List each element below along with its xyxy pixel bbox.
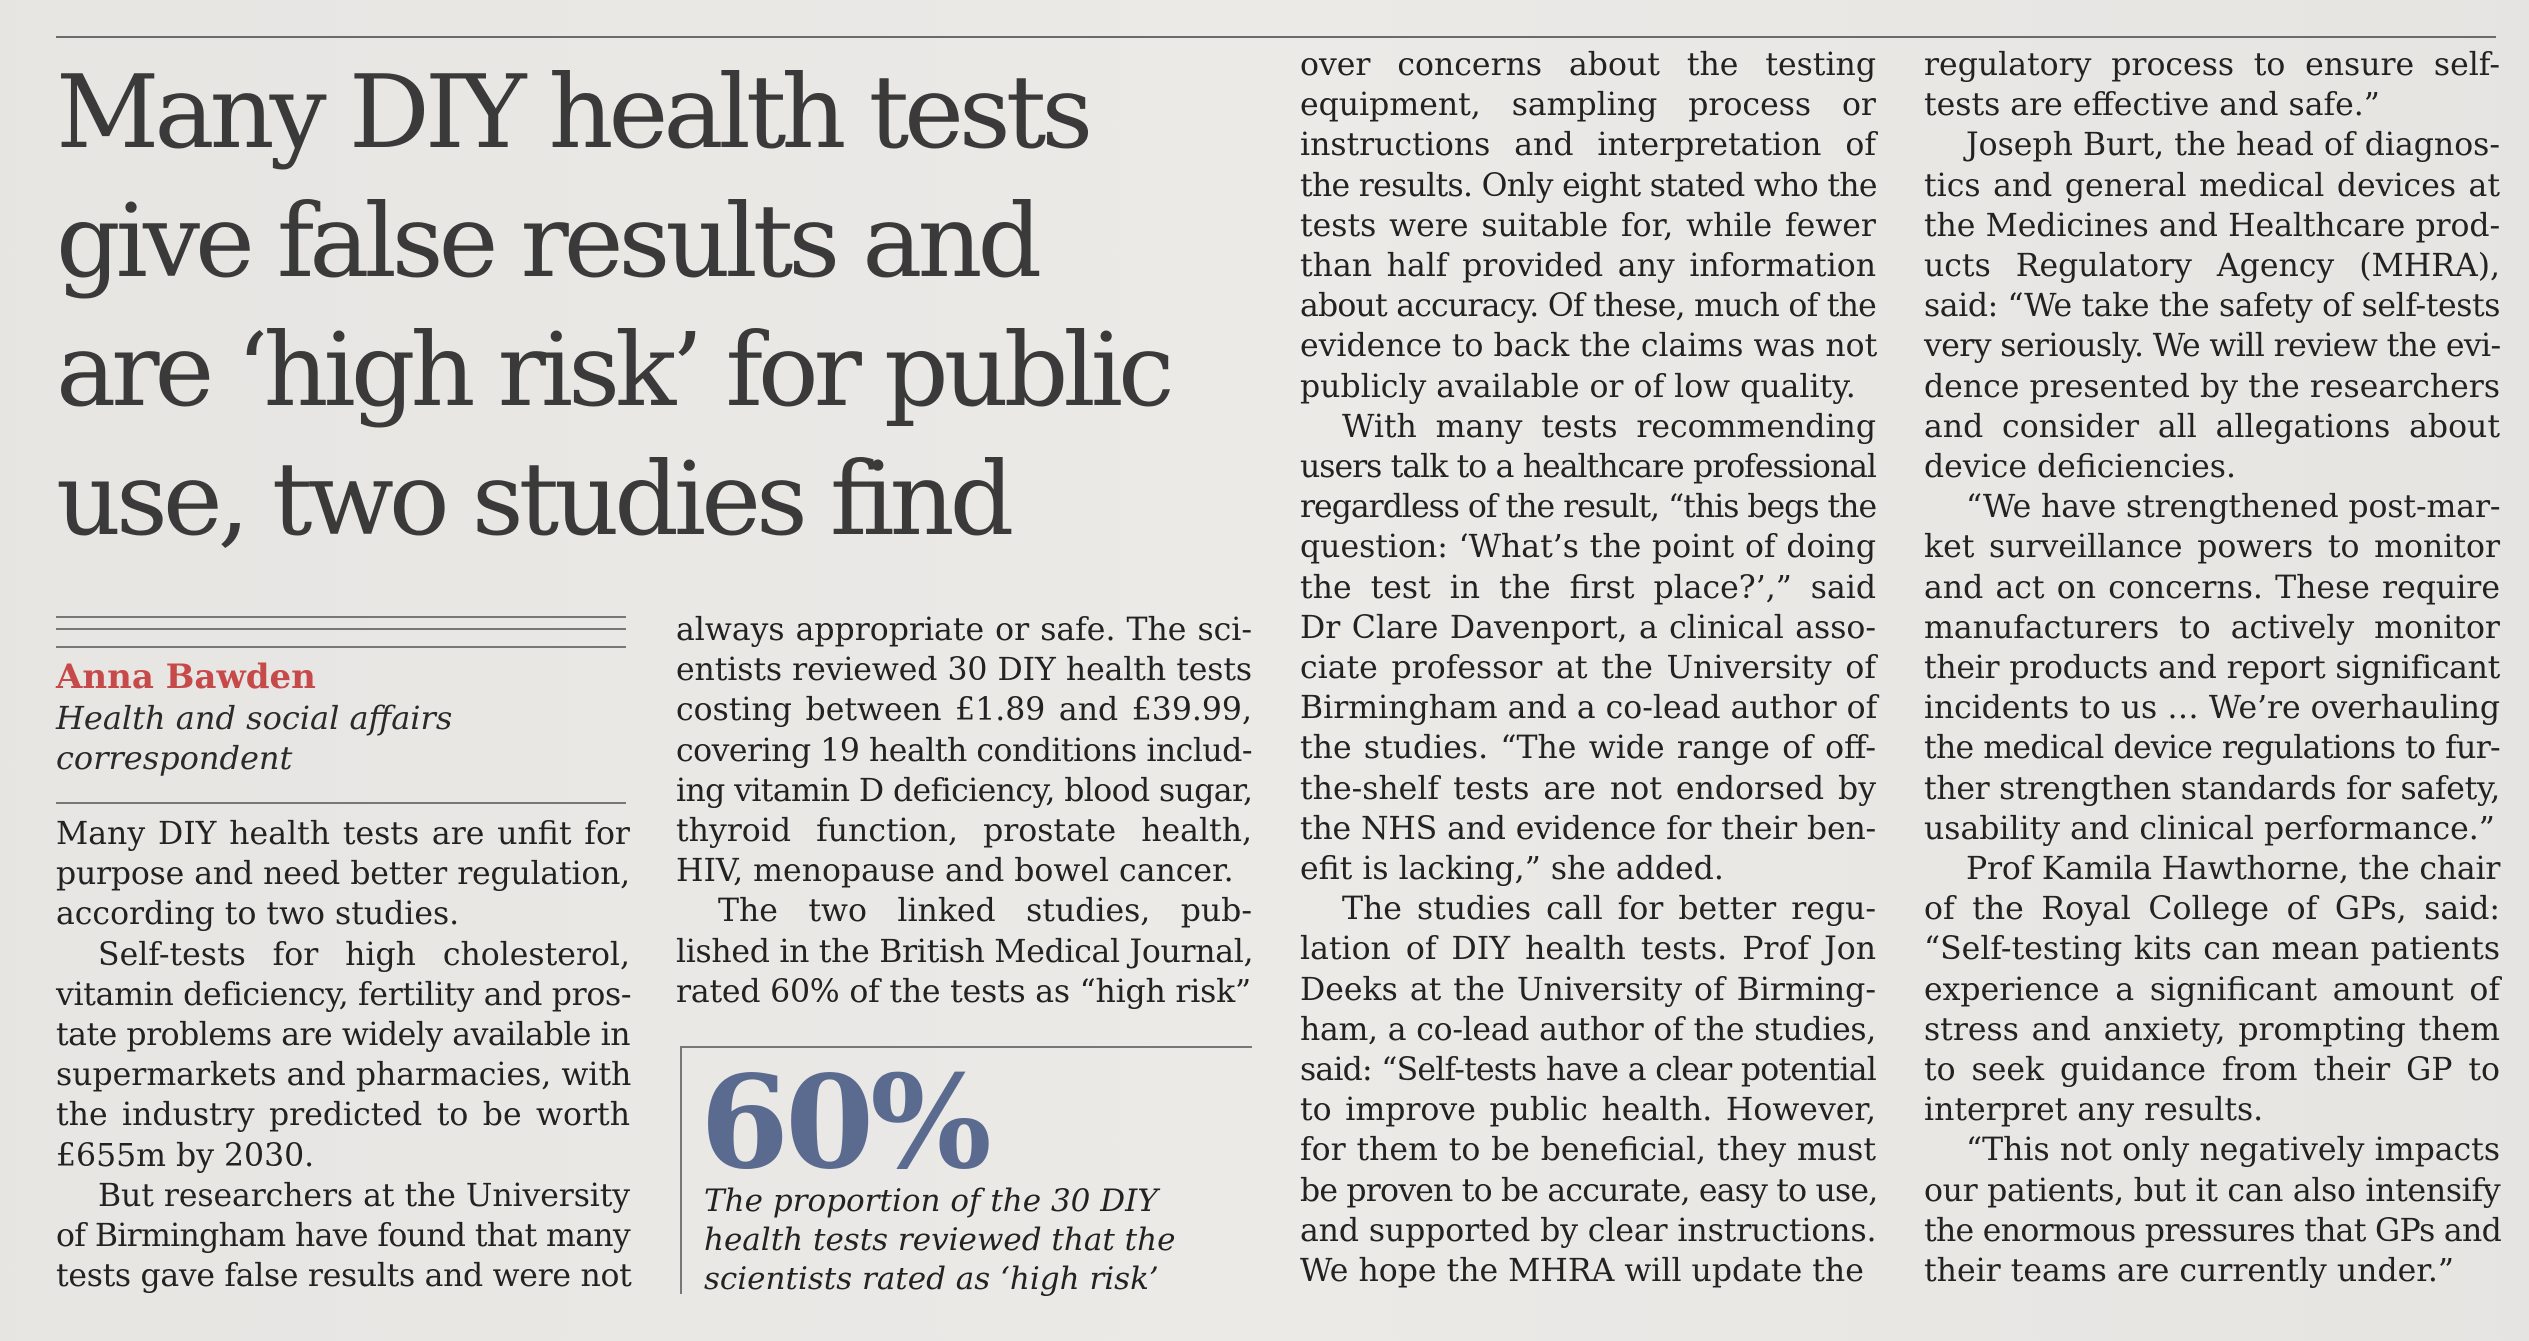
text-line: device deficiencies. bbox=[1924, 449, 2236, 486]
text-line: the medical device regulations to fur- bbox=[1924, 730, 2500, 767]
article-column-4 bbox=[1924, 45, 2500, 1291]
pull-quote-caption bbox=[704, 1182, 1244, 1299]
text-line: The studies call for better regu- bbox=[1342, 891, 1876, 928]
text-line: costing between £1.89 and £39.99, bbox=[676, 692, 1252, 729]
text-line: Deeks at the University of Birming- bbox=[1300, 971, 1876, 1008]
text-line: their teams are currently under.” bbox=[1924, 1253, 2454, 1290]
text-line: the NHS and evidence for their ben- bbox=[1300, 810, 1876, 847]
text-line: Dr Clare Davenport, a clinical asso- bbox=[1300, 609, 1876, 646]
author-role bbox=[56, 698, 536, 778]
paragraph bbox=[1924, 45, 2500, 125]
text-line: We hope the MHRA will update the bbox=[1300, 1253, 1864, 1290]
text-line: rated 60% of the tests as “high risk” bbox=[676, 973, 1251, 1010]
pull-quote-caption-line: health tests reviewed that the bbox=[704, 1222, 1176, 1258]
text-line: purpose and need better regulation, bbox=[56, 856, 630, 893]
author-role-line: Health and social affairs bbox=[56, 699, 453, 737]
pull-quote-caption-line: The proportion of the 30 DIY bbox=[704, 1183, 1158, 1219]
text-line: regulatory process to ensure self- bbox=[1924, 47, 2500, 83]
text-line: vitamin deficiency, fertility and pros- bbox=[56, 976, 632, 1013]
text-line: covering 19 health conditions includ- bbox=[676, 732, 1252, 769]
text-line: and act on concerns. These require bbox=[1924, 569, 2500, 606]
text-line: Self-tests for high cholesterol, bbox=[98, 936, 630, 973]
text-line: tests gave false results and were not bbox=[56, 1258, 632, 1295]
text-line: question: ‘What’s the point of doing bbox=[1300, 529, 1876, 566]
text-line: regardless of the result, “this begs the bbox=[1300, 489, 1877, 526]
article-column-3 bbox=[1300, 45, 1876, 1291]
text-line: interpret any results. bbox=[1924, 1092, 2264, 1129]
paragraph bbox=[56, 814, 630, 935]
text-line: tests are effective and safe.” bbox=[1924, 87, 2380, 124]
text-line: the Medicines and Healthcare prod- bbox=[1924, 207, 2500, 244]
text-line: of the Royal College of GPs, said: bbox=[1924, 891, 2500, 928]
pull-quote-bar bbox=[680, 1048, 682, 1294]
text-line: £655m by 2030. bbox=[56, 1137, 315, 1174]
paragraph bbox=[676, 891, 1252, 1012]
paragraph bbox=[1924, 125, 2500, 487]
text-line: The two linked studies, pub- bbox=[718, 893, 1252, 930]
text-line: stress and anxiety, prompting them bbox=[1924, 1011, 2500, 1048]
text-line: With many tests recommending bbox=[1342, 408, 1876, 445]
text-line: the-shelf tests are not endorsed by bbox=[1300, 770, 1876, 807]
text-line: “This not only negatively impacts bbox=[1966, 1132, 2500, 1169]
text-line: according to two studies. bbox=[56, 896, 460, 933]
text-line: the enormous pressures that GPs and bbox=[1924, 1212, 2502, 1249]
text-line: for them to be beneficial, they must bbox=[1300, 1132, 1876, 1169]
text-line: ther strengthen standards for safety, bbox=[1924, 770, 2500, 807]
text-line: Prof Kamila Hawthorne, the chair bbox=[1966, 851, 2501, 888]
text-line: Many DIY health tests are unfit for bbox=[56, 816, 630, 852]
pull-quote bbox=[680, 1046, 1252, 1297]
headline bbox=[56, 48, 1286, 564]
text-line: always appropriate or safe. The sci- bbox=[676, 612, 1252, 648]
byline-divider bbox=[56, 616, 626, 648]
text-line: to seek guidance from their GP to bbox=[1924, 1052, 2500, 1089]
text-line: thyroid function, prostate health, bbox=[676, 813, 1252, 850]
text-line: manufacturers to actively monitor bbox=[1924, 609, 2500, 646]
text-line: Birmingham and a co-lead author of bbox=[1300, 690, 1878, 727]
text-line: supermarkets and pharmacies, with bbox=[56, 1057, 632, 1094]
article-column-2 bbox=[676, 610, 1252, 1012]
text-line: very seriously. We will review the evi- bbox=[1924, 328, 2501, 365]
text-line: about accuracy. Of these, much of the bbox=[1300, 288, 1876, 325]
text-line: said: “We take the safety of self-tests bbox=[1924, 288, 2500, 325]
byline bbox=[56, 656, 636, 778]
text-line: instructions and interpretation of bbox=[1300, 127, 1876, 164]
text-line: tics and general medical devices at bbox=[1924, 167, 2500, 204]
paragraph bbox=[1300, 407, 1876, 889]
text-line: “We have strengthened post-mar- bbox=[1966, 489, 2501, 526]
text-line: said: “Self-tests have a clear potential bbox=[1300, 1052, 1876, 1089]
pull-quote-caption-line: scientists rated as ‘high risk’ bbox=[704, 1261, 1159, 1297]
text-line: the results. Only eight stated who the bbox=[1300, 167, 1877, 204]
text-line: experience a significant amount of bbox=[1924, 971, 2500, 1008]
paragraph bbox=[56, 935, 630, 1176]
headline-line: use, two studies find bbox=[56, 440, 1010, 558]
text-line: tate problems are widely available in bbox=[56, 1017, 630, 1054]
text-line: entists reviewed 30 DIY health tests bbox=[676, 652, 1252, 689]
text-line: users talk to a healthcare professional bbox=[1300, 449, 1876, 486]
text-line: of Birmingham have found that many bbox=[56, 1218, 630, 1255]
text-line: and consider all allegations about bbox=[1924, 408, 2500, 445]
text-line: over concerns about the testing bbox=[1300, 47, 1876, 83]
headline-line: give false results and bbox=[56, 182, 1038, 300]
text-line: ucts Regulatory Agency (MHRA), bbox=[1924, 248, 2500, 285]
paragraph bbox=[56, 1176, 630, 1297]
author-role-line: correspondent bbox=[56, 739, 293, 777]
paragraph bbox=[1924, 849, 2500, 1130]
text-line: the studies. “The wide range of off- bbox=[1300, 730, 1876, 767]
text-line: dence presented by the researchers bbox=[1924, 368, 2500, 405]
text-line: the test in the first place?’,” said bbox=[1300, 569, 1876, 606]
text-line: lished in the British Medical Journal, bbox=[676, 933, 1254, 970]
paragraph bbox=[676, 610, 1252, 891]
headline-line: are ‘high risk’ for public bbox=[56, 311, 1170, 429]
text-line: lation of DIY health tests. Prof Jon bbox=[1300, 931, 1876, 968]
text-line: publicly available or of low quality. bbox=[1300, 368, 1856, 405]
author-name: Anna Bawden bbox=[56, 657, 316, 697]
text-line: their products and report significant bbox=[1924, 650, 2500, 687]
text-line: and supported by clear instructions. bbox=[1300, 1212, 1877, 1249]
text-line: Joseph Burt, the head of diagnos- bbox=[1966, 127, 2500, 164]
top-rule bbox=[56, 36, 2496, 38]
text-line: to improve public health. However, bbox=[1300, 1092, 1876, 1129]
text-line: “Self-testing kits can mean patients bbox=[1924, 931, 2500, 968]
text-line: be proven to be accurate, easy to use, bbox=[1300, 1172, 1878, 1209]
paragraph bbox=[1300, 45, 1876, 407]
text-line: efit is lacking,” she added. bbox=[1300, 851, 1724, 888]
text-line: ham, a co-lead author of the studies, bbox=[1300, 1011, 1876, 1048]
text-line: HIV, menopause and bowel cancer. bbox=[676, 853, 1234, 890]
text-line: But researchers at the University bbox=[98, 1177, 630, 1214]
paragraph bbox=[1924, 1130, 2500, 1291]
text-line: than half provided any information bbox=[1300, 248, 1876, 285]
byline-bottom-rule bbox=[56, 802, 626, 804]
text-line: equipment, sampling process or bbox=[1300, 87, 1876, 124]
headline-line: Many DIY health tests bbox=[56, 53, 1089, 171]
pull-quote-figure: 60% bbox=[700, 1048, 988, 1198]
article-column-1 bbox=[56, 814, 630, 1296]
paragraph bbox=[1924, 487, 2500, 849]
text-line: ing vitamin D deficiency, blood sugar, bbox=[676, 772, 1253, 809]
text-line: tests were suitable for, while fewer bbox=[1300, 207, 1876, 244]
text-line: the industry predicted to be worth bbox=[56, 1097, 630, 1134]
text-line: ket surveillance powers to monitor bbox=[1924, 529, 2500, 566]
text-line: evidence to back the claims was not bbox=[1300, 328, 1878, 365]
text-line: incidents to us … We’re overhauling bbox=[1924, 690, 2500, 727]
paragraph bbox=[1300, 889, 1876, 1291]
text-line: usability and clinical performance.” bbox=[1924, 810, 2495, 847]
text-line: ciate professor at the University of bbox=[1300, 650, 1876, 687]
text-line: our patients, but it can also intensify bbox=[1924, 1172, 2501, 1209]
